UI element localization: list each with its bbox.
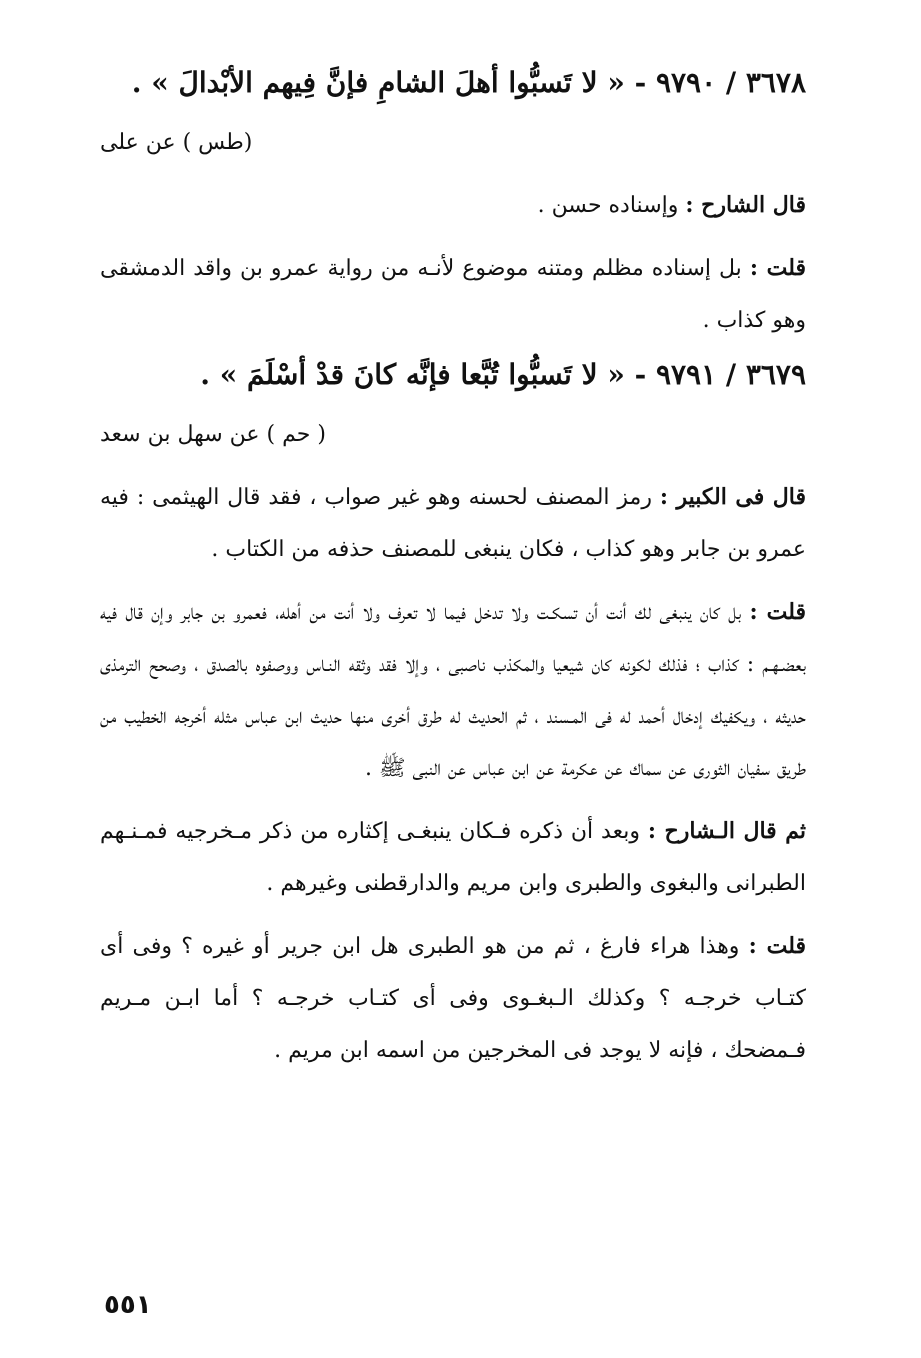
hadith-source: ( حم ) عن سهل بن سعد — [100, 422, 326, 447]
kabir-label: قال فى الكبير : — [659, 484, 806, 510]
qultu-paragraph — [100, 920, 806, 1077]
qultu-text: بل إسناده مظلم ومتنه موضوع لأنـه من رواية عمرو بن واقد الدمشقى وهو كذاب . — [100, 256, 806, 333]
kabir-text: رمز المصنف لحسنه وهو غير صواب ، فقد قال الهيثمى : فيه عمرو بن جابر وهو كذاب ، فكان ينبغى للمصنف حذفه من الكتاب . — [100, 485, 806, 562]
qultu-paragraph — [100, 242, 806, 347]
hadith-number: ٣٦٧٨ / ٩٧٩٠ - — [634, 66, 806, 99]
sharih-label: قال الشارح : — [685, 192, 806, 218]
qultu-text: وهذا هراء فارغ ، ثم من هو الطبرى هل ابن جرير أو غيره ؟ وفى أى كتـاب خرجـه ؟ وكذلك الـبغـوى وفى أى كتـاب خرجـه ؟ أما ابـن مـريم فـمضحك ، فإنه لا يوجد فى المخرجين من اسمه ابن مريم . — [100, 934, 806, 1063]
hadith-text: « لا تَسبُّوا تُبَّعا فإنَّه كانَ قدْ أسْلَمَ » . — [200, 358, 625, 391]
kabir-paragraph — [100, 471, 806, 576]
qultu-text: بل كان ينبغى لك أنت أن تسكـت ولا تدخل فيما لا تعرف ولا أنت من أهله، فعمرو بن جابر وإن قال فيه بعضـهـم : كذاب ؛ فذلك لكونه كان شيعيا والمكذب ناصبى ، وإلا فقد وثقه النـاس ووصفوه بالصدق ، وصحح الترمذى حديثه ، ويكفيك إدخال أحمد له فى المـسند ، ثم الحديث له طرق أخرى منها حديث ابن عباس مثله أخرجه الخطيب من طريق سفيان الثورى عن سماك عن عكرمة عن ابن عباس عن النبى ﷺ . — [100, 600, 806, 781]
sharih-paragraph — [100, 805, 806, 910]
hadith-heading — [100, 347, 806, 403]
hadith-source: (طس ) عن على — [100, 130, 253, 155]
hadith-heading — [100, 55, 806, 111]
hadith-number: ٣٦٧٩ / ٩٧٩١ - — [634, 358, 806, 391]
qultu-label: قلت : — [749, 255, 807, 281]
page-body — [100, 55, 806, 1077]
page-number: ٥٥١ — [104, 1290, 152, 1320]
sharih-label: ثم قال الـشارح : — [647, 818, 806, 844]
sharih-text: وبعد أن ذكره فـكان ينبغـى إكثاره من ذكر مـخرجيه فمـنـهم الطبرانى والبغوى والطبرى وابن مريم والدارقطنى وغيرهم . — [100, 819, 806, 896]
sharih-paragraph — [100, 179, 806, 232]
qultu-label: قلت : — [749, 599, 807, 625]
sharih-text: وإسناده حسن . — [537, 193, 679, 218]
qultu-label: قلت : — [748, 933, 807, 959]
hadith-text: « لا تَسبُّوا أهلَ الشامِ فإنَّ فِيهم الأبْدالَ » . — [131, 66, 625, 99]
qultu-paragraph — [100, 586, 806, 795]
